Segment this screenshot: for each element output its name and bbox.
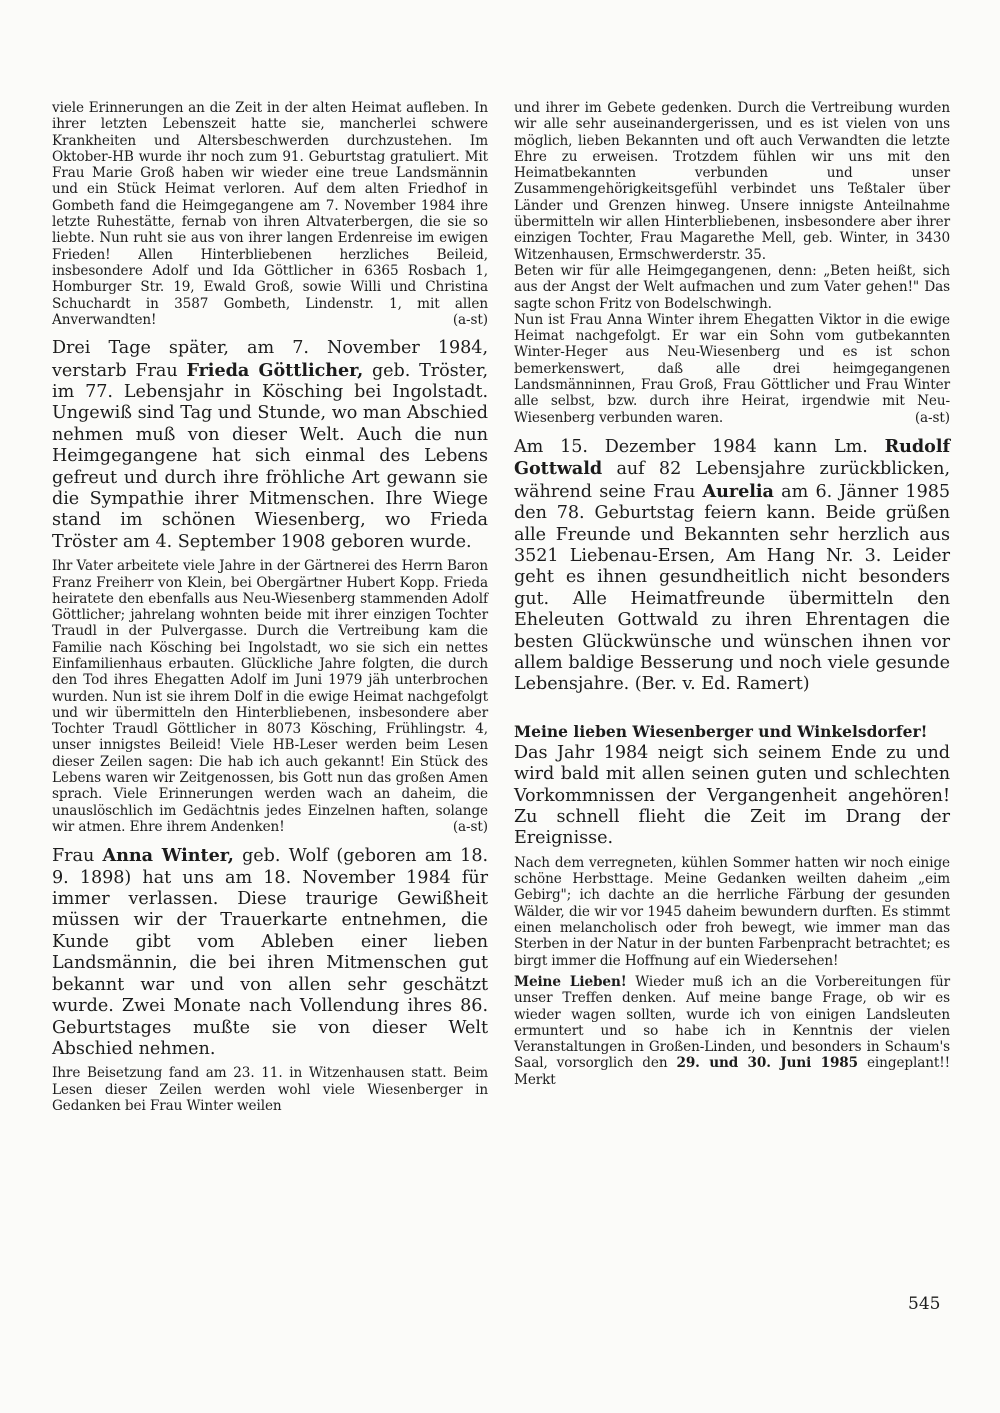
salutation: Meine Lieben! bbox=[514, 973, 627, 990]
paragraph-text: Am 15. Dezember 1984 kann Lm. bbox=[514, 436, 885, 457]
paragraph-winter-continued: und ihrer im Gebete gedenken. Durch die Vertreibung wurden wir alle sehr auseinandergerissen, und es ist vielen von uns möglich, lieben Bekannten und oft auch Verwandten die letzte Ehre zu erweisen. Trotzdem fühlen wir uns mit den Heimatbekannten verbunden und unser Zusammengehörigkeitsgefühl verbindet uns Teßtaler über Länder und Grenzen hinweg. Unsere innigste Anteilnahme übermitteln wir allen Hinterbliebenen, insbesondere aber ihrer einzigen Tochter, Frau Magarethe Mell, geb. Winter, in 3430 Witzenhausen, Ermschwerderstr. 35. bbox=[514, 100, 950, 263]
paragraph-text: Frau bbox=[52, 846, 103, 867]
person-name: Aurelia bbox=[702, 480, 774, 502]
paragraph-goettlicher-body bbox=[52, 558, 488, 835]
paragraph-text: geb. Tröster, im 77. Lebensjahr in Kösching bei Ingolstadt. Ungewiß sind Tag und Stunde, wo man Abschied nehmen muß von dieser Welt. Auch die nun Heimgegangene hat sich einmal des Lebens gefreut und durch ihre fröhliche Art gewann sie die Sympathie ihrer Mitmenschen. Ihre Wiege stand im schönen Wiesenberg, wo Frieda Tröster am 4. September 1908 geboren wurde. bbox=[52, 360, 488, 552]
person-name: Rudolf Gottwald bbox=[514, 435, 950, 480]
paragraph-prayer: Beten wir für alle Heimgegangenen, denn: „Beten heißt, sich aus der Angst der Welt aufmachen und zum Vater gehen!" Das sagte schon Fritz von Bodelschwingh. bbox=[514, 262, 950, 312]
right-column bbox=[514, 100, 950, 1088]
paragraph-text: auf 82 Lebensjahre zurückblicken, während seine Frau bbox=[514, 459, 950, 502]
author-signature: (a-st) bbox=[452, 311, 488, 328]
paragraph-text: viele Erinnerungen an die Zeit in der alten Heimat aufleben. In ihrer letzten Lebenszeit hatte sie, mancherlei schwere Krankheiten und Altersbeschwerden durchzustehen. Im Oktober-HB wurde ihr noch zum 91. Geburtstag gratuliert. Mit Frau Marie Groß haben wir wieder eine treue Landsmännin und ein Stück Heimat verloren. Auf dem alten Friedhof in Gombeth fand die Heimgegangene am 7. November 1984 ihre letzte Ruhestätte, fernab von ihren Altvaterbergen, die sie so liebte. Nun ruht sie aus von ihrer langen Erdenreise im ewigen Frieden! Allen Hinterbliebenen herzliches Beileid, insbesondere Adolf und Ida Göttlicher in 6365 Rosbach 1, Homburger Str. 19, Ewald Groß, sowie Willi und Christina Schuchardt in 3587 Gombeth, Lindenstr. 1, mit allen Anverwandten! bbox=[52, 100, 488, 328]
paragraph-text: geb. Wolf (geboren am 18. 9. 1898) hat uns am 18. November 1984 für immer verlassen. Diese traurige Gewißheit müssen wir der Trauerkarte entnehmen, die Kunde gibt vom Ableben einer lieben Landsmännin, die bei ihren Mitmenschen gut bekannt war und von allen sehr geschätzt wurde. Zwei Monate nach Vollendung ihres 86. Geburtstages mußte sie von dieser Welt Abschied nehmen. bbox=[52, 846, 489, 1059]
paragraph-autumn: Nach dem verregneten, kühlen Sommer hatten wir noch einige schöne Herbsttage. Meine Gedanken weilten daheim „eim Gebirg"; ich dachte an die herrliche Färbung der gesunden Wälder, die wir vor 1945 daheim bewundern durften. Es stimmt einen melancholisch oder froh bewegt, wie immer man das Sterben in der Natur in der bunten Farbenpracht betrachtet; es birgt immer die Hoffnung auf ein Wiedersehen! bbox=[514, 854, 950, 969]
paragraph-winter-intro bbox=[52, 845, 488, 1060]
person-name: Frieda Göttlicher, bbox=[186, 359, 364, 381]
paragraph-gross-obituary-end bbox=[52, 100, 488, 328]
paragraph-text: eingeplant!! Merkt bbox=[514, 1055, 950, 1088]
paragraph-text: Nun ist Frau Anna Winter ihrem Ehegatten Viktor in die ewige Heimat nachgefolgt. Er war ein Sohn vom gutbekannten Winter-Heger aus Neu-Wiesenberg und es ist schon bemerkenswert, daß alle drei heimgegangenen Landsmänninnen, Frau Groß, Frau Göttlicher und Frau Winter alle selbst, bzw. durch ihre Heirat, irgendwie mit Neu-Wiesenberg verbunden waren. bbox=[514, 311, 950, 426]
paragraph-text: am 6. Jänner 1985 den 78. Geburtstag feiern kann. Beide grüßen alle Freunde und Bekannten sehr herzlich aus 3521 Liebenau-Ersen, Am Hang Nr. 3. Leider geht es ihnen gesundheitlich nicht besonders gut. Alle Heimatfreunde übermitteln den Eheleuten Gottwald zu ihren Ehrentagen die besten Glückwünsche und wünschen ihnen vor allem baldige Besserung und noch viele gesunde Lebensjahre. (Ber. v. Ed. Ramert) bbox=[514, 481, 950, 695]
paragraph-goettlicher-intro bbox=[52, 338, 488, 553]
paragraph-winter-burial: Ihre Beisetzung fand am 23. 11. in Witzenhausen statt. Beim Lesen dieser Zeilen werden wohl viele Wiesenberger in Gedanken bei Frau Winter weilen bbox=[52, 1065, 488, 1114]
author-signature: (a-st) bbox=[914, 409, 950, 426]
page-number: 545 bbox=[908, 1294, 941, 1314]
paragraph-text: Ihr Vater arbeitete viele Jahre in der Gärtnerei des Herrn Baron Franz Freiherr von Klein, bei Obergärtner Hubert Kopp. Frieda heiratete den ebenfalls aus Neu-Wiesenberg stammenden Adolf Göttlicher; jahrelang wohnten beide mit ihrer einzigen Tochter Traudl in der Pulvergasse. Durch die Vertreibung kam die Familie nach Kösching bei Ingolstadt, wo sie sich ein nettes Einfamilienhaus erbauten. Glückliche Jahre folgten, die durch den Tod ihres Ehegatten Adolf im Juni 1979 jäh unterbrochen wurden. Nun ist sie ihrem Dolf in die ewige Heimat nachgefolgt und wir übermitteln den Hinterbliebenen, insbesondere aber Tochter Traudl Göttlicher in 8073 Kösching, Frühlingstr. 4, unser innigstes Beileid! Viele HB-Leser werden beim Lesen dieser Zeilen sagen: Die hab ich auch gekannt! Ein Stück des Lebens waren wir Zeitgenossen, bis Gott nun das großen Amen sprach. Viele Erinnerungen werden wach an daheim, die unauslöschlich im Gedächtnis jedes Einzelnen haften, solange wir atmen. Ehre ihrem Andenken! bbox=[52, 558, 489, 835]
paragraph-text: Wieder muß ich an die Vorbereitungen für unser Treffen denken. Auf meine bange Frage, ob wir es wieder wagen sollten, wurde ich von einigen Landsleuten ermuntert und so habe ich in Kenntnis der vielen Veranstaltungen in Großen-Linden, und besonders in Schaum's Saal, vorsorglich den bbox=[514, 973, 950, 1072]
author-signature: (a-st) bbox=[452, 818, 488, 835]
paragraph-gottwald-birthday bbox=[514, 436, 950, 696]
person-name: Anna Winter, bbox=[102, 845, 234, 867]
paragraph-winter-husband bbox=[514, 312, 950, 426]
section-heading: Meine lieben Wiesenberger und Winkelsdorfer! bbox=[514, 721, 928, 741]
paragraph-meeting bbox=[514, 974, 950, 1088]
left-column bbox=[52, 100, 488, 1114]
meeting-dates: 29. und 30. Juni 1985 bbox=[676, 1055, 859, 1072]
paragraph-text: Drei Tage später, am 7. November 1984, verstarb Frau bbox=[52, 338, 488, 381]
paragraph-year-end: Das Jahr 1984 neigt sich seinem Ende zu und wird bald mit allen seinen guten und schlechten Vorkommnissen der Vergangenheit angehören! Zu schnell flieht die Zeit im Drang der Ereignisse. bbox=[514, 742, 950, 849]
